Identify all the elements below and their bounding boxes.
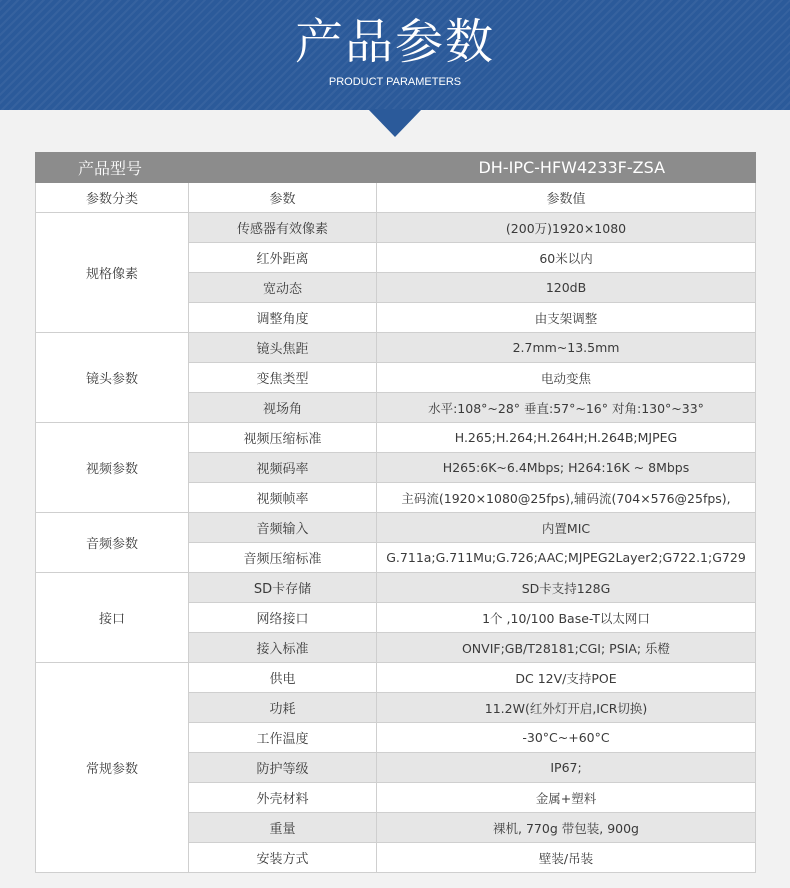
- param-cell: 音频压缩标准: [189, 543, 377, 573]
- value-cell: -30°C~+60°C: [377, 723, 756, 753]
- param-cell: 视频压缩标准: [189, 423, 377, 453]
- table-row: [36, 513, 756, 543]
- param-cell: 工作温度: [189, 723, 377, 753]
- table-row: [36, 663, 756, 693]
- value-cell: G.711a;G.711Mu;G.726;AAC;MJPEG2Layer2;G722.1;G729: [377, 543, 756, 573]
- table-row: [36, 333, 756, 363]
- category-cell: 常规参数: [36, 663, 189, 873]
- param-cell: 传感器有效像素: [189, 213, 377, 243]
- header-row: [36, 183, 756, 213]
- spec-table-body: [36, 153, 756, 873]
- header-param: 参数: [189, 183, 377, 213]
- value-cell: 2.7mm~13.5mm: [377, 333, 756, 363]
- param-cell: 供电: [189, 663, 377, 693]
- value-cell: (200万)1920×1080: [377, 213, 756, 243]
- param-cell: 网络接口: [189, 603, 377, 633]
- param-cell: 视频帧率: [189, 483, 377, 513]
- param-cell: 宽动态: [189, 273, 377, 303]
- value-cell: H.265;H.264;H.264H;H.264B;MJPEG: [377, 423, 756, 453]
- param-cell: 防护等级: [189, 753, 377, 783]
- param-cell: 接入标准: [189, 633, 377, 663]
- param-cell: 功耗: [189, 693, 377, 723]
- value-cell: 内置MIC: [377, 513, 756, 543]
- param-cell: 调整角度: [189, 303, 377, 333]
- header-banner: [0, 0, 790, 110]
- model-value: DH-IPC-HFW4233F-ZSA: [377, 153, 756, 183]
- category-cell: 视频参数: [36, 423, 189, 513]
- param-cell: 变焦类型: [189, 363, 377, 393]
- value-cell: 1个 ,10/100 Base-T以太网口: [377, 603, 756, 633]
- value-cell: IP67;: [377, 753, 756, 783]
- value-cell: ONVIF;GB/T28181;CGI; PSIA; 乐橙: [377, 633, 756, 663]
- param-cell: 音频输入: [189, 513, 377, 543]
- value-cell: 金属+塑料: [377, 783, 756, 813]
- category-cell: 接口: [36, 573, 189, 663]
- param-cell: 视场角: [189, 393, 377, 423]
- param-cell: 安装方式: [189, 843, 377, 873]
- param-cell: 外壳材料: [189, 783, 377, 813]
- value-cell: 120dB: [377, 273, 756, 303]
- value-cell: 11.2W(红外灯开启,ICR切换): [377, 693, 756, 723]
- table-row: [36, 573, 756, 603]
- table-row: [36, 423, 756, 453]
- value-cell: 裸机, 770g 带包装, 900g: [377, 813, 756, 843]
- value-cell: 主码流(1920×1080@25fps),辅码流(704×576@25fps),: [377, 483, 756, 513]
- value-cell: 水平:108°~28° 垂直:57°~16° 对角:130°~33°: [377, 393, 756, 423]
- page-subtitle: PRODUCT PARAMETERS: [328, 76, 462, 88]
- header-category: 参数分类: [36, 183, 189, 213]
- category-cell: 规格像素: [36, 213, 189, 333]
- param-cell: 重量: [189, 813, 377, 843]
- spec-table: [35, 152, 756, 873]
- model-row: [36, 153, 756, 183]
- param-cell: 红外距离: [189, 243, 377, 273]
- param-cell: 镜头焦距: [189, 333, 377, 363]
- value-cell: SD卡支持128G: [377, 573, 756, 603]
- value-cell: 电动变焦: [377, 363, 756, 393]
- header-value: 参数值: [377, 183, 756, 213]
- category-cell: 音频参数: [36, 513, 189, 573]
- value-cell: 60米以内: [377, 243, 756, 273]
- param-cell: SD卡存储: [189, 573, 377, 603]
- banner-pointer: [368, 109, 422, 137]
- value-cell: 壁装/吊装: [377, 843, 756, 873]
- value-cell: DC 12V/支持POE: [377, 663, 756, 693]
- page-title: 产品参数: [294, 14, 495, 70]
- category-cell: 镜头参数: [36, 333, 189, 423]
- table-row: [36, 213, 756, 243]
- value-cell: H265:6K~6.4Mbps; H264:16K ~ 8Mbps: [377, 453, 756, 483]
- param-cell: 视频码率: [189, 453, 377, 483]
- model-label: 产品型号: [36, 153, 377, 183]
- value-cell: 由支架调整: [377, 303, 756, 333]
